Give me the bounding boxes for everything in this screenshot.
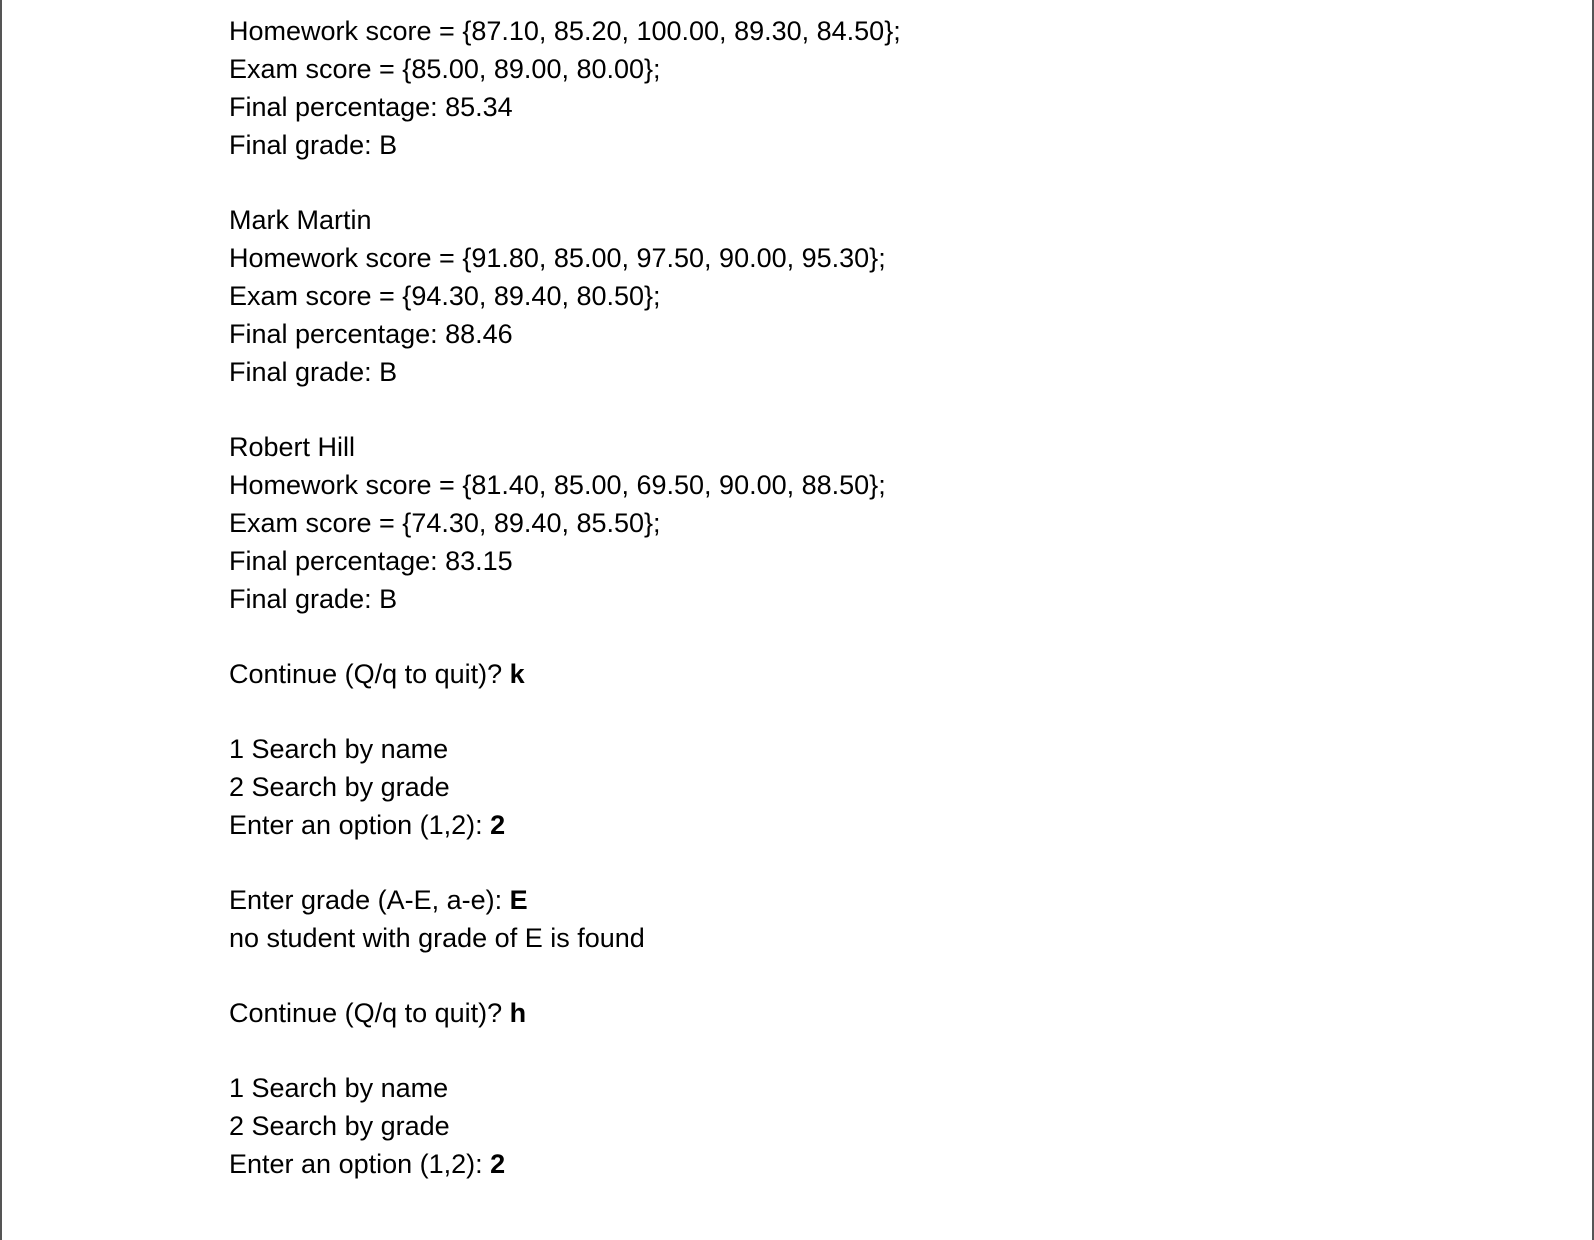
option-prompt: Enter an option (1,2): xyxy=(229,1149,491,1179)
final-percentage-line: Final percentage: 83.15 xyxy=(229,546,513,576)
grade-prompt: Enter grade (A-E, a-e): xyxy=(229,885,510,915)
menu-option-search-by-name: 1 Search by name xyxy=(229,1073,449,1103)
exam-score-line: Exam score = {94.30, 89.40, 80.50}; xyxy=(229,281,661,311)
spacer xyxy=(229,844,901,881)
spacer xyxy=(229,391,901,428)
final-grade-line: Final grade: B xyxy=(229,584,398,614)
continue-prompt-line xyxy=(229,994,901,1032)
option-input: 2 xyxy=(490,810,506,840)
continue-input: h xyxy=(509,998,527,1028)
grade-input: E xyxy=(509,885,528,915)
continue-input: k xyxy=(509,659,525,689)
menu-option-search-by-grade: 2 Search by grade xyxy=(229,1111,450,1141)
continue-prompt-line xyxy=(229,655,901,693)
final-grade-line: Final grade: B xyxy=(229,130,398,160)
homework-score-line: Homework score = {81.40, 85.00, 69.50, 90.00, 88.50}; xyxy=(229,470,886,500)
student-name: Mark Martin xyxy=(229,205,372,235)
menu-option-search-by-grade: 2 Search by grade xyxy=(229,772,450,802)
menu-option-search-by-name: 1 Search by name xyxy=(229,734,449,764)
spacer xyxy=(229,164,901,201)
grade-prompt-line xyxy=(229,881,901,919)
homework-score-line: Homework score = {91.80, 85.00, 97.50, 90.00, 95.30}; xyxy=(229,243,886,273)
option-prompt: Enter an option (1,2): xyxy=(229,810,491,840)
continue-prompt: Continue (Q/q to quit)? xyxy=(229,659,510,689)
continue-prompt: Continue (Q/q to quit)? xyxy=(229,998,510,1028)
homework-score-line: Homework score = {87.10, 85.20, 100.00, 89.30, 84.50}; xyxy=(229,16,901,46)
final-grade-line: Final grade: B xyxy=(229,357,398,387)
student-name: Robert Hill xyxy=(229,432,356,462)
spacer xyxy=(229,693,901,730)
spacer xyxy=(229,1032,901,1069)
spacer xyxy=(229,957,901,994)
final-percentage-line: Final percentage: 88.46 xyxy=(229,319,513,349)
console-output xyxy=(229,12,901,1183)
spacer xyxy=(229,618,901,655)
option-prompt-line xyxy=(229,806,901,844)
option-input: 2 xyxy=(490,1149,506,1179)
final-percentage-line: Final percentage: 85.34 xyxy=(229,92,513,122)
exam-score-line: Exam score = {74.30, 89.40, 85.50}; xyxy=(229,508,661,538)
option-prompt-line xyxy=(229,1145,901,1183)
search-result-message: no student with grade of E is found xyxy=(229,923,645,953)
exam-score-line: Exam score = {85.00, 89.00, 80.00}; xyxy=(229,54,661,84)
